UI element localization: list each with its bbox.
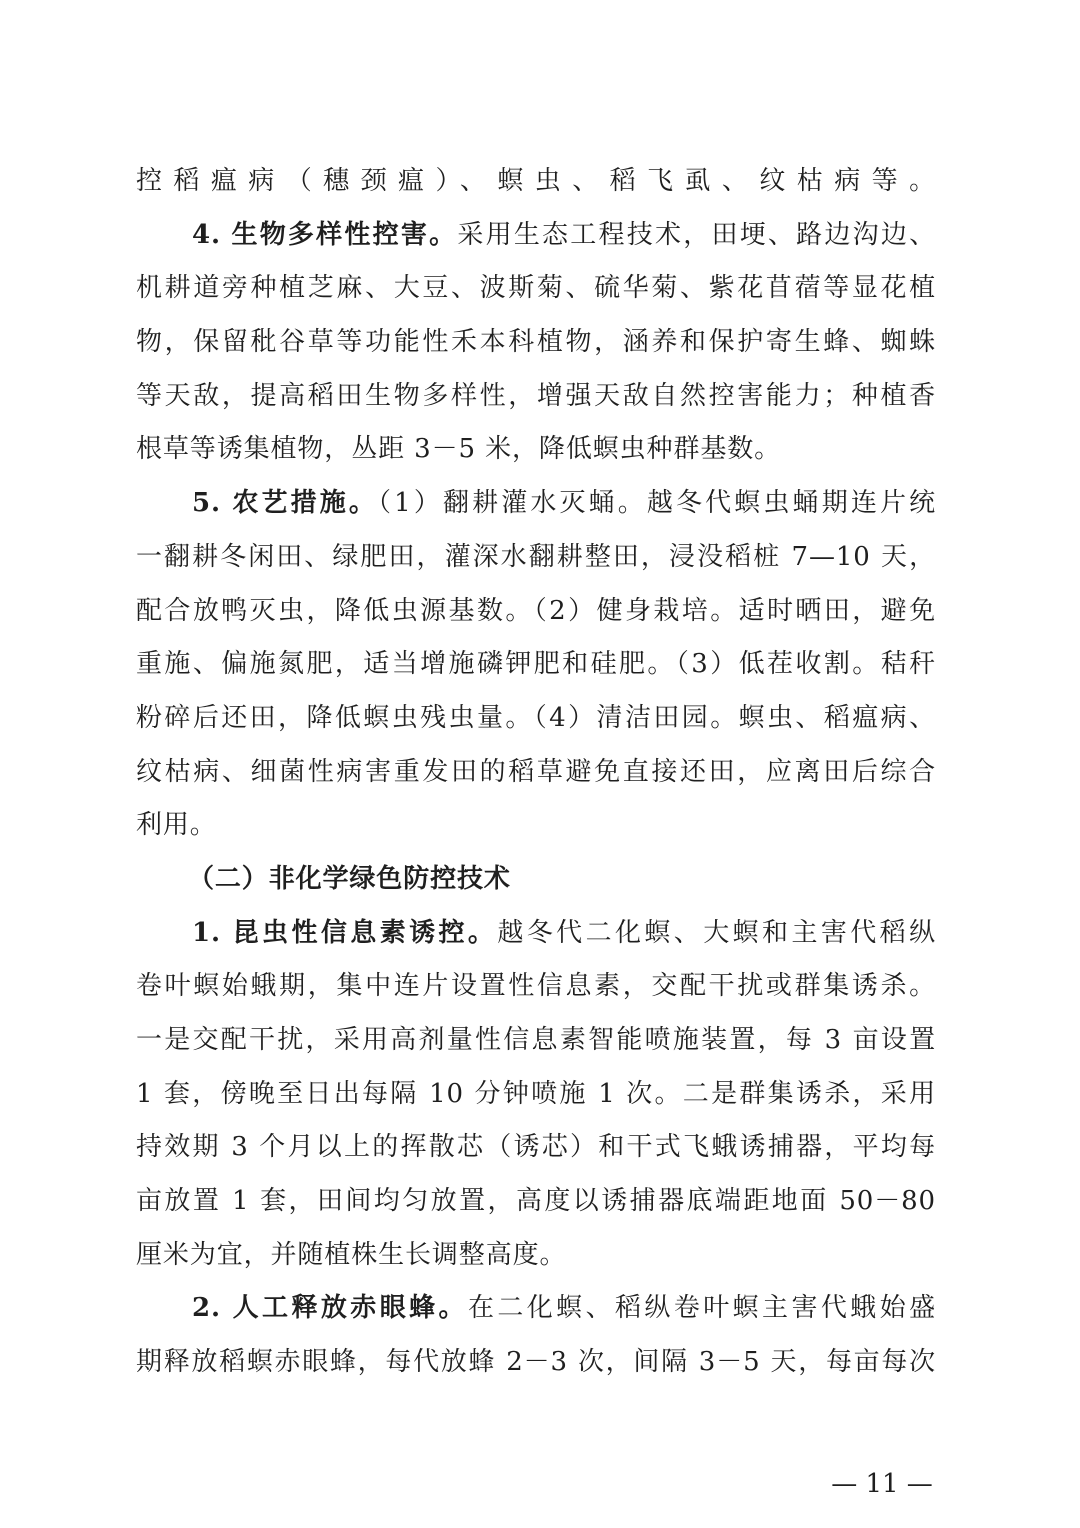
item-title: 农艺措施。 — [232, 488, 379, 519]
item-title: 昆虫性信息素诱控。 — [232, 917, 498, 948]
text-line: 一翻耕冬闲田、绿肥田，灌深水翻耕整田，浸没稻桩 7—10 天， — [136, 541, 936, 572]
text-line: 物，保留秕谷草等功能性禾本科植物，涵养和保护寄生蜂、蜘蛛 — [136, 327, 936, 358]
heading-line — [136, 907, 936, 961]
heading-line — [136, 1282, 936, 1336]
item-text: 采用生态工程技术，田埂、路边沟边、 — [457, 219, 936, 250]
text-line: 纹枯病、细菌性病害重发田的稻草避免直接还田，应离田后综合 — [136, 756, 936, 787]
text-line: 控稻瘟病（穗颈瘟）、螟虫、稻飞虱、纹枯病等。 — [136, 166, 936, 196]
item-title: 人工释放赤眼蜂。 — [232, 1293, 468, 1324]
item-number: 4. — [192, 219, 221, 250]
item-number: 2. — [192, 1293, 221, 1324]
text-line: 粉碎后还田，降低螟虫残虫量。（4）清洁田园。螟虫、稻瘟病、 — [136, 702, 936, 733]
item-number: 5. — [192, 488, 221, 519]
item-number: 1. — [192, 917, 221, 948]
text-line: 利用。 — [136, 810, 217, 841]
heading-line — [136, 477, 936, 531]
item-text: 越冬代二化螟、大螟和主害代稻纵 — [497, 917, 936, 948]
text-line: 配合放鸭灭虫，降低虫源基数。（2）健身栽培。适时晒田，避免 — [136, 595, 936, 626]
text-line: 期释放稻螟赤眼蜂，每代放蜂 2－3 次，间隔 3－5 天，每亩每次 — [136, 1347, 936, 1378]
text-line: 机耕道旁种植芝麻、大豆、波斯菊、硫华菊、紫花苜蓿等显花植 — [136, 273, 936, 304]
subsection-heading: （二）非化学绿色防控技术 — [188, 863, 511, 894]
item-text: 在二化螟、稻纵卷叶螟主害代蛾始盛 — [467, 1293, 937, 1324]
text-line: 重施、偏施氮肥，适当增施磷钾肥和硅肥。（3）低茬收割。秸秆 — [136, 649, 936, 680]
document-body — [136, 155, 936, 1390]
item-title: 生物多样性控害。 — [231, 219, 458, 250]
text-line: 根草等诱集植物，丛距 3－5 米，降低螟虫种群基数。 — [136, 434, 782, 465]
text-line: 一是交配干扰，采用高剂量性信息素智能喷施装置，每 3 亩设置 — [136, 1025, 936, 1055]
text-line: 等天敌，提高稻田生物多样性，增强天敌自然控害能力；种植香 — [136, 380, 936, 411]
text-line: 厘米为宜，并随植株生长调整高度。 — [136, 1239, 567, 1270]
text-line: 卷叶螟始蛾期，集中连片设置性信息素，交配干扰或群集诱杀。 — [136, 971, 936, 1002]
heading-line — [136, 209, 936, 263]
item-text: （1）翻耕灌水灭蛹。越冬代螟虫蛹期连片统 — [378, 488, 936, 519]
text-line: 亩放置 1 套，田间均匀放置，高度以诱捕器底端距地面 50－80 — [136, 1186, 936, 1217]
text-line: 1 套，傍晚至日出每隔 10 分钟喷施 1 次。二是群集诱杀，采用 — [136, 1078, 936, 1109]
text-line: 持效期 3 个月以上的挥散芯（诱芯）和干式飞蛾诱捕器，平均每 — [136, 1132, 936, 1163]
page-number: — 11 — — [831, 1469, 933, 1499]
